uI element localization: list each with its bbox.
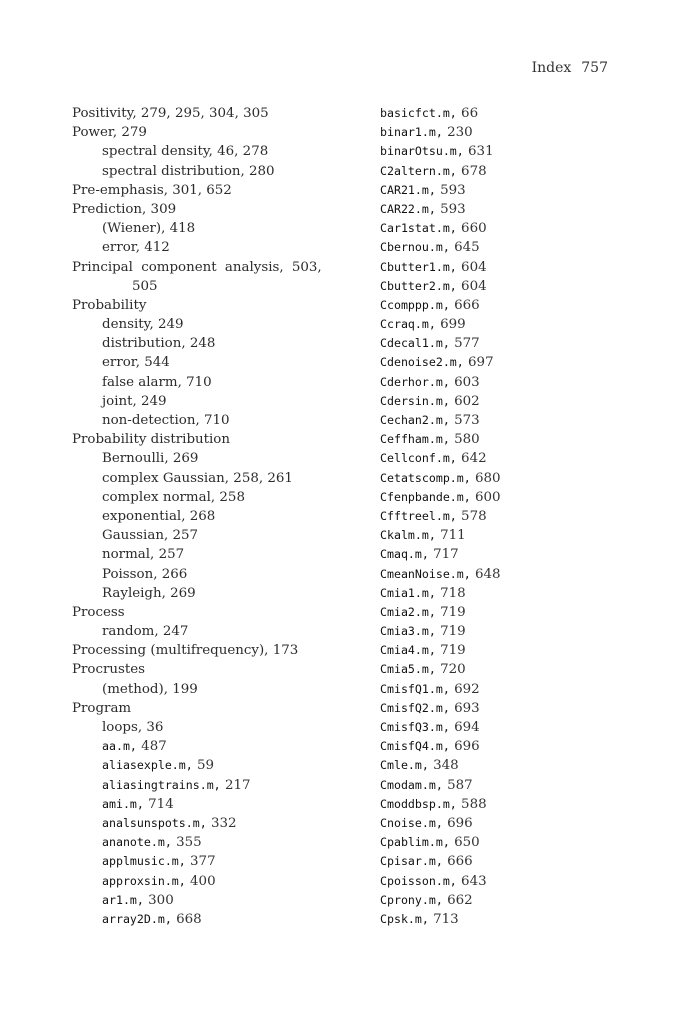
index-entry [380,833,620,852]
index-entry: exponential, 268 [102,508,216,524]
index-entry [380,373,620,392]
index-entry [380,795,620,814]
entry-page: 578 [461,508,487,524]
entry-code: Cpoisson.m, [380,873,457,888]
entry-page: 668 [176,911,202,927]
index-entry: Procrustes [72,662,146,678]
entry-page: 59 [197,758,215,774]
entry-page: 400 [190,873,216,889]
index-entry [72,737,344,756]
index-entry [380,104,620,123]
index-entry: complex Gaussian, 258, 261 [102,470,293,486]
index-entry [380,123,620,142]
index-column-right [380,104,620,929]
entry-code: ami.m, [102,796,144,811]
entry-page: 580 [454,432,480,448]
index-entry [72,814,344,833]
index-entry [380,545,620,564]
index-entry [380,353,620,372]
entry-code: Cdersin.m, [380,393,450,408]
entry-code: Car1stat.m, [380,221,457,236]
index-entry: (method), 199 [102,681,198,697]
entry-code: Cellconf.m, [380,451,457,466]
entry-code: array2D.m, [102,911,172,926]
index-entry [380,891,620,910]
index-entry [380,603,620,622]
index-entry: Poisson, 266 [102,566,188,582]
index-entry [380,641,620,660]
index-entry [72,795,344,814]
entry-code: Cbutter2.m, [380,278,457,293]
entry-code: CmisfQ2.m, [380,700,450,715]
entry-page: 720 [440,662,466,678]
index-entry: loops, 36 [102,720,164,735]
entry-code: ananote.m, [102,835,172,850]
entry-code: C2altern.m, [380,163,457,178]
index-entry [72,910,344,929]
index-entry [380,910,620,929]
entry-code: Cpsk.m, [380,911,429,926]
entry-code: Cnoise.m, [380,815,443,830]
index-entry [380,411,620,430]
entry-page: 230 [447,125,473,141]
index-entry [380,219,620,238]
entry-page: 593 [440,201,466,217]
index-entry [380,238,620,257]
entry-code: CmisfQ3.m, [380,720,450,734]
entry-code: analsunspots.m, [102,815,207,830]
index-entry [380,852,620,871]
entry-code: Cmia3.m, [380,624,436,639]
entry-page: 697 [468,355,494,371]
index-entry [380,181,620,200]
entry-code: aliasexple.m, [102,758,193,773]
entry-code: Cetatscomp.m, [380,470,471,485]
entry-page: 714 [148,796,174,812]
entry-code: Cechan2.m, [380,413,450,427]
index-entry: Power, 279 [72,125,147,141]
entry-page: 602 [454,393,480,409]
index-entry [380,277,620,296]
entry-page: 577 [454,336,480,352]
entry-page: 593 [440,182,466,198]
entry-code: Ccraq.m, [380,317,436,332]
entry-page: 587 [447,777,473,793]
entry-page: 713 [433,911,459,927]
entry-code: CmeanNoise.m, [380,566,471,581]
entry-page: 696 [454,739,480,755]
index-entry: false alarm, 710 [102,374,212,390]
entry-page: 487 [141,739,167,755]
entry-page: 604 [461,278,487,294]
page-number: 757 [581,60,608,76]
index-entry: Processing (multifrequency), 173 [72,643,299,659]
entry-code: Cmia5.m, [380,662,436,677]
entry-code: ar1.m, [102,892,144,907]
entry-page: 719 [440,604,466,620]
index-entry [72,872,344,891]
index-entry [380,507,620,526]
entry-page: 711 [440,528,466,544]
index-entry [380,872,620,891]
index-entry: Probability [72,297,147,313]
entry-code: Cpisar.m, [380,854,443,869]
index-entry [72,756,344,775]
entry-page: 573 [454,413,480,428]
index-entry: random, 247 [102,624,189,640]
index-entry [380,756,620,775]
entry-code: CmisfQ4.m, [380,739,450,754]
index-entry [380,565,620,584]
index-entry: spectral density, 46, 278 [102,144,269,160]
entry-code: Cmia4.m, [380,643,436,658]
entry-page: 666 [447,854,473,870]
index-entry [72,833,344,852]
index-entry [380,622,620,641]
index-entry [380,737,620,756]
entry-code: approxsin.m, [102,873,186,888]
index-entry: distribution, 248 [102,336,216,352]
entry-code: Cmaq.m, [380,547,429,562]
entry-code: Cdenoise2.m, [380,355,464,370]
index-entry [380,699,620,718]
index-entry [72,776,344,795]
entry-page: 719 [440,643,466,659]
entry-page: 642 [461,451,487,467]
index-entry [380,660,620,679]
entry-page: 666 [454,297,480,313]
entry-page: 696 [447,815,473,831]
running-head-title: Index [531,60,572,76]
entry-code: CAR22.m, [380,201,436,216]
index-entry: Pre-emphasis, 301, 652 [72,182,232,198]
entry-page: 692 [454,681,480,697]
entry-code: applmusic.m, [102,854,186,869]
index-entry: Principal component analysis, 503, [72,259,322,275]
entry-page: 718 [440,585,466,601]
index-entry [380,449,620,468]
entry-page: 662 [447,892,473,908]
index-entry: Rayleigh, 269 [102,585,196,601]
index-entry [380,814,620,833]
entry-code: aa.m, [102,739,137,754]
entry-code: Ceffham.m, [380,432,450,447]
entry-page: 680 [475,470,501,486]
entry-page: 603 [454,374,480,390]
entry-page: 650 [454,835,480,851]
index-entry: error, 544 [102,355,170,371]
entry-code: Ckalm.m, [380,528,436,543]
index-entry: Probability distribution [72,432,230,448]
entry-page: 643 [461,873,487,889]
index-entry [380,680,620,699]
index-entry: 505 [132,278,158,294]
index-entry [380,162,620,181]
entry-page: 631 [468,144,494,160]
index-entry: error, 412 [102,240,170,256]
entry-page: 377 [190,854,216,870]
entry-code: Cfftreel.m, [380,508,457,523]
entry-page: 348 [433,758,459,774]
entry-code: Cprony.m, [380,892,443,907]
running-head [532,60,608,76]
index-entry: Gaussian, 257 [102,528,199,544]
entry-code: CmisfQ1.m, [380,681,450,696]
index-entry [72,891,344,910]
entry-code: Ccomppp.m, [380,297,450,312]
index-entry: non-detection, 710 [102,413,230,428]
index-entry [380,334,620,353]
index-entry [380,200,620,219]
entry-page: 660 [461,221,487,237]
index-entry: Bernoulli, 269 [102,451,199,467]
entry-code: Cbernou.m, [380,240,450,255]
index-entry: normal, 257 [102,547,185,563]
entry-code: Cderhor.m, [380,374,450,389]
index-entry: (Wiener), 418 [102,221,196,237]
entry-page: 355 [176,835,202,851]
index-entry [380,392,620,411]
index-entry: density, 249 [102,317,184,333]
index-entry [380,488,620,507]
index-entry [380,296,620,315]
entry-page: 588 [461,796,487,812]
entry-code: Cmle.m, [380,758,429,773]
index-entry [380,258,620,277]
entry-code: Cmia1.m, [380,585,436,600]
entry-code: basicfct.m, [380,106,457,120]
entry-code: Cfenpbande.m, [380,489,471,504]
index-entry [380,718,620,737]
entry-page: 332 [210,815,237,831]
entry-code: binar1.m, [380,125,443,140]
index-entry [380,469,620,488]
entry-page: 699 [440,317,466,333]
index-entry [380,776,620,795]
entry-page: 217 [224,777,251,793]
index-entry [380,315,620,334]
entry-page: 678 [461,163,487,179]
entry-page: 717 [433,547,459,563]
entry-page: 300 [148,892,174,908]
index-entry [380,584,620,603]
entry-page: 600 [475,489,501,505]
entry-code: Cmodam.m, [380,777,443,792]
index-entry [380,430,620,449]
index-entry: Positivity, 279, 295, 304, 305 [72,106,269,121]
entry-page: 645 [454,240,480,256]
entry-code: CAR21.m, [380,182,436,197]
entry-page: 719 [440,624,466,640]
entry-code: binarOtsu.m, [380,144,464,159]
entry-code: Cpablim.m, [380,835,450,850]
entry-code: Cdecal1.m, [380,336,450,351]
index-entry [380,526,620,545]
entry-page: 604 [461,259,487,275]
index-entry: joint, 249 [102,393,167,409]
entry-code: aliasingtrains.m, [102,777,221,792]
index-entry: complex normal, 258 [102,489,245,505]
entry-page: 648 [475,566,501,582]
entry-page: 66 [461,106,479,121]
index-entry: Program [72,700,132,716]
entry-code: Cmoddbsp.m, [380,796,457,811]
entry-code: Cmia2.m, [380,604,436,619]
entry-page: 694 [454,720,480,735]
index-entry: Prediction, 309 [72,201,177,217]
entry-page: 693 [454,700,480,716]
entry-code: Cbutter1.m, [380,259,457,274]
index-entry: spectral distribution, 280 [102,163,275,179]
index-entry [72,852,344,871]
index-entry [380,142,620,161]
index-entry: Process [72,604,125,620]
index-column-left [72,104,344,929]
